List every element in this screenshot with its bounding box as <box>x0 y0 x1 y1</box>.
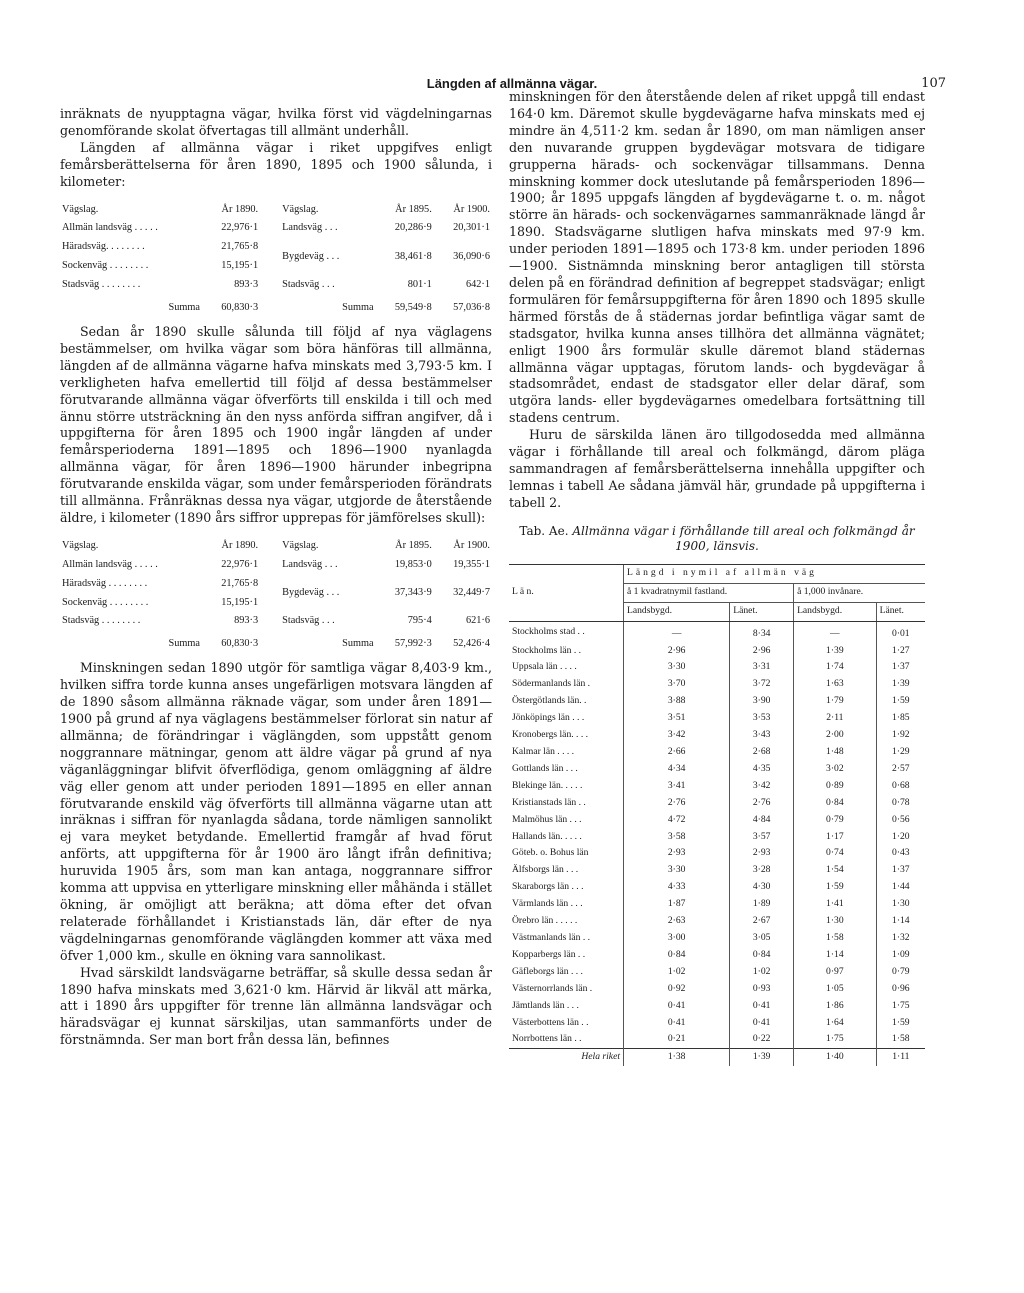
table-cell: Bygdeväg . . . <box>282 587 340 599</box>
road-density-table <box>509 564 925 1067</box>
table-header: År 1895. <box>395 539 432 551</box>
table-cell: Kalmar län . . . . <box>512 746 575 757</box>
table-cell: 21,765·8 <box>221 241 259 253</box>
table-cell: 19,853·0 <box>394 558 432 570</box>
table-cell: 8·34 <box>730 621 794 642</box>
table-cell: 1·59 <box>794 879 877 896</box>
sum-label: Summa <box>168 638 200 650</box>
table-cell: 2·11 <box>794 710 877 727</box>
table-cell: 0·21 <box>624 1031 730 1048</box>
table-cell: 1·17 <box>794 829 877 846</box>
column-header-lanet: Länet. <box>876 602 925 621</box>
table-cell: 0·89 <box>794 778 877 795</box>
table-cell: 3·70 <box>624 676 730 693</box>
road-length-table-2 <box>60 537 492 654</box>
table-cell: 3·02 <box>794 761 877 778</box>
sum-value: 57,036·8 <box>453 302 490 314</box>
table-row <box>509 879 925 896</box>
table-cell: 1·30 <box>794 913 877 930</box>
right-column <box>509 89 925 1066</box>
table-row <box>509 727 925 744</box>
sum-label: Summa <box>342 638 374 650</box>
table-row <box>509 778 925 795</box>
table-cell: Kristianstads län . . <box>512 796 586 808</box>
table-cell: 893·3 <box>234 279 259 291</box>
sum-value: 59,549·8 <box>394 302 432 314</box>
table-cell: 1·39 <box>730 1049 794 1066</box>
table-cell: 1·79 <box>794 693 877 710</box>
table-cell: Landsväg . . . <box>282 558 338 570</box>
table-cell: 1·14 <box>876 913 925 930</box>
table-title: Allmänna vägar i förhållande till areal och folkmängd år 1900, länsvis. <box>572 523 915 553</box>
table-row <box>509 744 925 761</box>
table-cell: Västmanlands län . . <box>512 931 591 943</box>
table-cell: 1·48 <box>794 744 877 761</box>
table-row <box>509 981 925 998</box>
column-header-invanare: å 1,000 invånare. <box>794 583 925 602</box>
table-cell: 1·27 <box>876 643 925 660</box>
table-header: År 1890. <box>221 539 259 551</box>
road-length-table-1 <box>60 201 492 318</box>
table-cell: 2·93 <box>730 845 794 862</box>
table-cell: 1·02 <box>730 964 794 981</box>
table-row <box>509 643 925 660</box>
table-cell: 3·72 <box>730 676 794 693</box>
table-row <box>509 1015 925 1032</box>
column-header-kvadratnymil: å 1 kvadratnymil fastland. <box>624 583 794 602</box>
table-header: År 1895. <box>395 203 432 215</box>
table-cell: Gäfleborgs län . . . <box>512 965 583 977</box>
table-cell: 0·84 <box>624 947 730 964</box>
table-cell: 1·59 <box>876 1015 925 1032</box>
table-cell: 1·64 <box>794 1015 877 1032</box>
table-cell: 1·11 <box>876 1049 925 1066</box>
sum-value: 60,830·3 <box>221 638 259 650</box>
table-row <box>509 896 925 913</box>
table-cell: Kronobergs län. . . . <box>512 729 589 741</box>
table-cell: 15,195·1 <box>221 596 259 608</box>
table-cell: 1·87 <box>624 896 730 913</box>
table-cell: 3·28 <box>730 862 794 879</box>
table-cell: Sockenväg . . . . . . . . <box>62 260 149 272</box>
table-cell: 20,286·9 <box>394 222 432 234</box>
paragraph: Hvad särskildt landsvägarne beträffar, så skulle dessa sedan år 1890 hafva minskats med 3,621·0 km. Härvid är likväl att märka, att i 1890 års uppgifter för trenne län allmänna landsvägar och häradsvägar ej kunnat särskiljas, utan sammanförts under de förstnämnda. Ser man bort från dessa län, befinnes <box>60 964 492 1048</box>
table-cell: 1·37 <box>876 862 925 879</box>
table-cell: 1·44 <box>876 879 925 896</box>
table-cell: Västerbottens län . . <box>512 1016 589 1028</box>
table-cell: 4·84 <box>730 812 794 829</box>
table-cell: Gottlands län . . . <box>512 762 578 774</box>
table-cell: 3·51 <box>624 710 730 727</box>
table-cell: 4·72 <box>624 812 730 829</box>
table-cell: 2·67 <box>730 913 794 930</box>
table-cell: 3·00 <box>624 930 730 947</box>
table-cell: Stockholms stad . . <box>512 625 585 637</box>
table-cell: 621·6 <box>465 615 490 627</box>
table-cell: 1·63 <box>794 676 877 693</box>
table-cell: 1·38 <box>624 1049 730 1066</box>
table-cell: 2·76 <box>624 795 730 812</box>
table-cell: 4·33 <box>624 879 730 896</box>
table-cell: 2·96 <box>624 643 730 660</box>
table-cell: 1·14 <box>794 947 877 964</box>
paragraph: Minskningen sedan 1890 utgör för samtliga vägar 8,403·9 km., hvilken siffra torde kunna anses ungefärligen motsvara längden af de 1890 såsom allmänna räknade vägar, som under åren 1891—1900 på grund af nya väglagens bestämmelser förlorat sin natur af allmänna; de förändringar i väglängden, som uppstått genom noggrannare mätningar, genom att äldre vägar på grund af nya väganläggningar blifvit öfverflödiga, genom omläggning af äldre väg eller genom att under perioden 1891—1895 en eller annan förutvarande enskild väg öfverförts till allmänna vägarne utan att inräknas i siffran för nyanlagda sådana, torde nämligen sannolikt ej vara meyket betydande. Emellertid framgår af hvad förut anförts, att uppgifterna för år 1900 äro långt ifrån definitiva; huruvida 1905 års, som man kan antaga, noggrannare siffror komma att uppvisa en ytterligare minskning eller måhända i stället ökning, är omöjligt att beräkna; att döma efter det ofvan relaterade förhållandet i Kristianstads län, där efter de nya vägdelningarnas genomförande väglängden kommer att växa med öfver 1,000 km., skulle en ökning vara sannolikast. <box>60 660 492 963</box>
table-row <box>509 829 925 846</box>
table-cell: 3·57 <box>730 829 794 846</box>
table-cell: Landsväg . . . <box>282 222 338 234</box>
table-row <box>509 913 925 930</box>
table-label: Tab. Ae. <box>519 523 569 538</box>
table-header: Vägslag. <box>282 539 319 551</box>
sum-label: Summa <box>168 302 200 314</box>
table-cell: 22,976·1 <box>221 558 259 570</box>
table-cell: 37,343·9 <box>394 587 432 599</box>
table-row <box>509 659 925 676</box>
table-cell: 1·74 <box>794 659 877 676</box>
table-cell: 3·42 <box>730 778 794 795</box>
table-cell: 1·58 <box>794 930 877 947</box>
table-cell: Stadsväg . . . <box>282 615 335 627</box>
table-row <box>509 930 925 947</box>
table-cell: 2·96 <box>730 643 794 660</box>
table-cell: 1·29 <box>876 744 925 761</box>
table-cell: — <box>794 621 877 642</box>
table-cell: 1·02 <box>624 964 730 981</box>
paragraph: Sedan år 1890 skulle sålunda till följd af nya väglagens bestämmelser, om hvilka vägar som böra hänföras till allmänna, längden af de allmänna vägarne hafva minskats med 3,793·5 km. I verkligheten hafva emellertid till följd af dessa bestämmelser förutvarande allmänna vägar öfverförts till enskilda i till och med ännu större utsträckning än den nyss anförda siffran angifver, då i uppgifterna för åren 1895 och 1900 ingår längden af under femårsperioderna 1891—1895 och 1896—1900 nyanlagda allmänna vägar, för åren 1896—1900 härunder inbegripna förutvarande enskilda vägar, som under femårsperioden förändrats till allmänna. Frånräknas dessa nya vägar, utgjorde de återstående äldre, i kilometer (1890 års siffror upprepas för jämförelses skull): <box>60 323 492 525</box>
table-cell: 1·32 <box>876 930 925 947</box>
column-header-langd: Längd i nymil af allmän väg <box>624 564 926 583</box>
table-cell: Hallands län. . . . . <box>512 830 582 842</box>
table-cell: 0·68 <box>876 778 925 795</box>
sum-label: Summa <box>342 302 374 314</box>
table-total-row <box>509 1049 925 1066</box>
table-cell: 1·39 <box>876 676 925 693</box>
table-cell: 1·92 <box>876 727 925 744</box>
table-cell: Jönköpings län . . . <box>512 712 585 724</box>
table-cell: 1·89 <box>730 896 794 913</box>
table-cell: 1·41 <box>794 896 877 913</box>
table-cell: 3·90 <box>730 693 794 710</box>
table-cell: 0·74 <box>794 845 877 862</box>
sum-value: 52,426·4 <box>453 638 490 650</box>
table-cell: 3·88 <box>624 693 730 710</box>
table-cell: 1·05 <box>794 981 877 998</box>
table-cell: 1·40 <box>794 1049 877 1066</box>
table-cell: 15,195·1 <box>221 260 259 272</box>
table-row <box>509 998 925 1015</box>
table-cell: Blekinge län. . . . . <box>512 779 583 791</box>
table-cell: Allmän landsväg . . . . . <box>62 222 158 234</box>
table-row <box>509 795 925 812</box>
table-cell: 801·1 <box>407 279 432 291</box>
table-cell: Häradsväg . . . . . . . . <box>62 577 148 589</box>
table-header: Vägslag. <box>62 539 99 551</box>
table-cell: Bygdeväg . . . <box>282 250 340 262</box>
table-cell: Stadsväg . . . <box>282 279 335 291</box>
table-cell: 1·86 <box>794 998 877 1015</box>
paragraph: Längden af allmänna vägar i riket uppgifves enligt femårsberättelserna för åren 1890, 1895 och 1900 sålunda, i kilometer: <box>60 139 492 189</box>
table-cell: Häradsväg. . . . . . . . <box>62 241 145 253</box>
table-cell: 0·41 <box>624 1015 730 1032</box>
table-cell: 0·41 <box>730 1015 794 1032</box>
table-cell: Värmlands län . . . <box>512 898 583 910</box>
table-cell: 1·58 <box>876 1031 925 1048</box>
table-cell: 0·78 <box>876 795 925 812</box>
paragraph: minskningen för den återstående delen af riket uppgå till endast 164·0 km. Däremot skulle bygdevägarne hafva minskats med ej mindre än 4,511·2 km. sedan år 1890, om man nämligen anser den nuvarande gruppen bygdevägar motsvara de tidigare grupperna härads- och sockenvägar tillsammans. Denna minskning kommer dock uteslutande på femårsperioden 1896—1900; år 1895 uppgafs längden af bygdevägarne t. o. m. något större än härads- och sockenvägarnes sammanräknade längd år 1890. Stadsvägarne slutligen hafva minskats med 97·9 km. under perioden 1891—1895 och 173·8 km. under perioden 1896—1900. Sistnämnda minskning beror antagligen till största delen på en förändrad definition af begreppet stadsvägar; enligt formulären för femårsuppgifterna för åren 1890 och 1895 skulle härmed förstås de å städernas jordar befintliga vägar samt de stadsgator, hvilka kunna anses tillhöra det allmänna vägnätet; enligt 1900 års formulär skulle däremot bland städernas allmänna vägar upptagas, förutom lands- och bygdevägar å stadsområdet, endast de stadsgator eller delar däraf, som utgöra lands- eller bygdevägarnes omedelbara fortsättning till stadens centrum. <box>509 89 925 426</box>
table-cell: 4·35 <box>730 761 794 778</box>
table-cell: 2·00 <box>794 727 877 744</box>
table-row <box>509 621 925 642</box>
table-header: Vägslag. <box>62 203 99 215</box>
table-cell: 1·39 <box>794 643 877 660</box>
table-row <box>509 761 925 778</box>
column-header-lan: L ä n. <box>509 564 624 621</box>
table-caption <box>509 524 925 554</box>
table-cell: 795·4 <box>407 615 432 627</box>
table-cell: 3·43 <box>730 727 794 744</box>
table-cell: 0·84 <box>794 795 877 812</box>
table-cell: 1·54 <box>794 862 877 879</box>
table-row <box>509 676 925 693</box>
table-cell: 1·20 <box>876 829 925 846</box>
table-row <box>509 812 925 829</box>
table-cell: 3·30 <box>624 862 730 879</box>
table-cell: 2·68 <box>730 744 794 761</box>
table-row <box>509 845 925 862</box>
table-cell: 0·92 <box>624 981 730 998</box>
table-row <box>509 1031 925 1048</box>
table-cell: 3·31 <box>730 659 794 676</box>
table-cell: Stockholms län . . <box>512 644 582 656</box>
table-cell: Västernorrlands län . <box>512 982 593 994</box>
table-cell: Skaraborgs län . . . <box>512 881 584 893</box>
table-row <box>509 693 925 710</box>
table-header: År 1900. <box>453 203 490 215</box>
table-cell: 0·96 <box>876 981 925 998</box>
table-cell: 20,301·1 <box>453 222 490 234</box>
table-cell: Norrbottens län . . <box>512 1033 582 1045</box>
table-cell: 1·30 <box>876 896 925 913</box>
paragraph: inräknats de nyupptagna vägar, hvilka först vid vägdelningarnas genomförande skolat öfvertagas till allmänt underhåll. <box>60 106 492 138</box>
table-cell: Kopparbergs län . . <box>512 948 586 960</box>
table-cell: 1·75 <box>876 998 925 1015</box>
table-cell: 0·79 <box>876 964 925 981</box>
table-cell: 4·34 <box>624 761 730 778</box>
table-cell: 36,090·6 <box>453 250 490 262</box>
table-cell: 0·79 <box>794 812 877 829</box>
table-cell: 3·30 <box>624 659 730 676</box>
table-cell: Allmän landsväg . . . . . <box>62 558 158 570</box>
table-cell: 3·42 <box>624 727 730 744</box>
table-cell: 2·57 <box>876 761 925 778</box>
table-header: Vägslag. <box>282 203 319 215</box>
table-cell: 1·09 <box>876 947 925 964</box>
table-cell: 0·43 <box>876 845 925 862</box>
table-cell: 21,765·8 <box>221 577 259 589</box>
table-cell: 642·1 <box>465 279 490 291</box>
table-cell: 19,355·1 <box>453 558 490 570</box>
table-cell: 38,461·8 <box>394 250 432 262</box>
table-row <box>509 964 925 981</box>
column-header-landsbygd: Landsbygd. <box>794 602 877 621</box>
table-cell: Örebro län . . . . . <box>512 915 578 927</box>
table-cell: 3·05 <box>730 930 794 947</box>
table-cell: 0·22 <box>730 1031 794 1048</box>
table-cell: Södermanlands län . <box>512 678 591 690</box>
paragraph: Huru de särskilda länen äro tillgodosedda med allmänna vägar i förhållande till areal och folkmängd, därom pläga sammandragen af femårsberättelserna innehålla uppgifter och lemnas i tabell Ae sådana jämväl här, grundade på uppgifterna i tabell 2. <box>509 427 925 510</box>
table-cell: 0·93 <box>730 981 794 998</box>
table-cell: Jämtlands län . . . <box>512 999 579 1011</box>
sum-value: 60,830·3 <box>221 302 259 314</box>
table-cell: Göteb. o. Bohus län <box>512 847 589 859</box>
table-cell: 1·75 <box>794 1031 877 1048</box>
page-number: 107 <box>921 76 946 91</box>
table-cell: Uppsala län . . . . <box>512 661 577 673</box>
table-header: År 1900. <box>453 539 490 551</box>
table-cell: 1·85 <box>876 710 925 727</box>
table-cell: 0·41 <box>730 998 794 1015</box>
table-cell: 2·93 <box>624 845 730 862</box>
table-cell: 22,976·1 <box>221 222 259 234</box>
table-cell: 1·37 <box>876 659 925 676</box>
table-cell: 2·63 <box>624 913 730 930</box>
sum-value: 57,992·3 <box>394 638 432 650</box>
table-row <box>509 710 925 727</box>
table-cell: 3·58 <box>624 829 730 846</box>
table-cell: Hela riket <box>509 1049 624 1066</box>
table-cell: Malmöhus län . . . <box>512 813 582 825</box>
table-cell: Östergötlands län. . <box>512 695 587 707</box>
table-cell: Sockenväg . . . . . . . . <box>62 596 149 608</box>
table-cell: 0·84 <box>730 947 794 964</box>
table-header: År 1890. <box>221 203 259 215</box>
table-cell: 0·41 <box>624 998 730 1015</box>
table-cell: 0·97 <box>794 964 877 981</box>
table-cell: 0·01 <box>876 621 925 642</box>
table-cell: — <box>624 621 730 642</box>
table-cell: 1·59 <box>876 693 925 710</box>
column-header-lanet: Länet. <box>730 602 794 621</box>
table-row <box>509 947 925 964</box>
table-cell: 3·53 <box>730 710 794 727</box>
table-cell: Stadsväg . . . . . . . . <box>62 615 141 627</box>
table-cell: Stadsväg . . . . . . . . <box>62 279 141 291</box>
left-column <box>60 106 492 1049</box>
table-cell: 32,449·7 <box>453 587 490 599</box>
running-header-title: Längden af allmänna vägar. <box>426 76 598 91</box>
table-cell: 3·41 <box>624 778 730 795</box>
table-cell: 0·56 <box>876 812 925 829</box>
table-cell: 4·30 <box>730 879 794 896</box>
table-cell: 2·66 <box>624 744 730 761</box>
table-row <box>509 862 925 879</box>
column-header-landsbygd: Landsbygd. <box>624 602 730 621</box>
table-cell: 893·3 <box>234 615 259 627</box>
table-cell: Älfsborgs län . . . <box>512 864 579 876</box>
table-cell: 2·76 <box>730 795 794 812</box>
